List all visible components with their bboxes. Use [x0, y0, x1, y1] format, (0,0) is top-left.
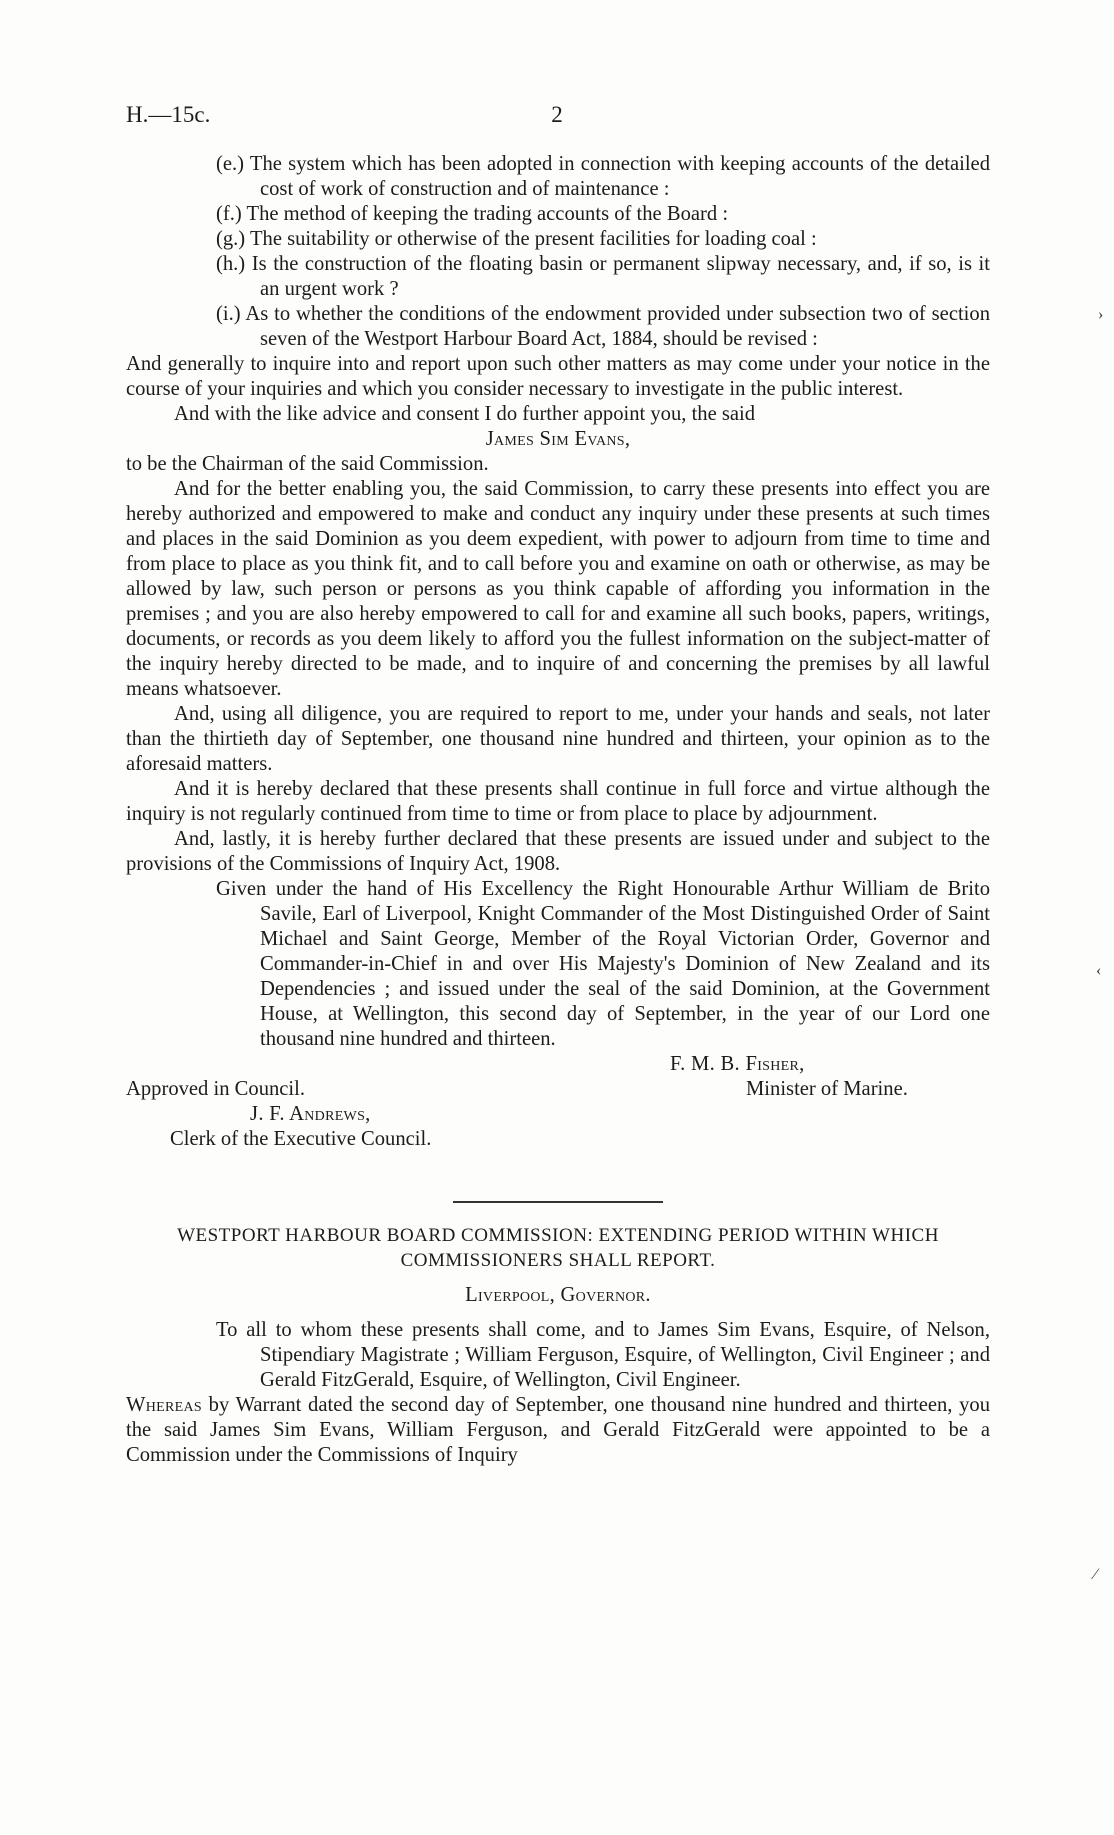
margin-mark-icon: ‹	[1096, 962, 1102, 979]
address-paragraph: To all to whom these presents shall come, and to James Sim Evans, Esquire, of Nelson, Stipendiary Magistrate ; William Ferguson, Esquire, of Wellington, Civil Engineer ; and Gerald FitzGerald, Esquire, of Wellington, Civil Engineer.	[216, 1319, 990, 1391]
section-divider	[453, 1201, 663, 1203]
minister-name: F. M. B. Fisher,	[670, 1053, 805, 1075]
paragraph-report: And, using all diligence, you are required to report to me, under your hands and seals, not later than the thirtieth day of September, one thousand nine hundred and thirteen, your opinion as to the aforesaid matters.	[126, 703, 990, 775]
list-item: (i.) As to whether the conditions of the endowment provided under subsection two of section seven of the Westport Harbour Board Act, 1884, should be revised :	[216, 303, 990, 350]
document-reference: H.—15c.	[126, 102, 211, 127]
paragraph-powers: And for the better enabling you, the said Commission, to carry these presents into effect you are hereby authorized and empowered to make and conduct any inquiry under these presents at such times and places in the said Dominion as you deem expedient, with power to adjourn from time to time and from place to place as you think fit, and to call before you and examine on oath or otherwise, as may be allowed by law, such person or persons as you think capable of affording you information in the premises ; and you are also hereby empowered to call for and examine all such books, papers, writings, documents, or records as you deem likely to afford you the fullest information on the subject-matter of the inquiry hereby directed to be made, and to inquire of and concerning the premises by all lawful means whatsoever.	[126, 478, 990, 700]
chairman-role: to be the Chairman of the said Commission.	[126, 453, 489, 475]
whereas-paragraph: Whereas by Warrant dated the second day of September, one thousand nine hundred and thirteen, you the said James Sim Evans, William Ferguson, and Gerald FitzGerald were appointed to be a Commission under the Commissions of Inquiry	[126, 1394, 990, 1466]
document-body	[126, 152, 990, 1468]
clerk-title: Clerk of the Executive Council.	[170, 1128, 432, 1150]
governor-line: Liverpool, Governor.	[465, 1284, 651, 1306]
signature-block	[126, 1052, 990, 1177]
inquiry-items-list	[126, 152, 990, 352]
list-item: (e.) The system which has been adopted in connection with keeping accounts of the detailed cost of work of construction and of maintenance :	[216, 153, 990, 200]
margin-mark-icon: ›	[1098, 306, 1104, 323]
clerk-name: J. F. Andrews,	[250, 1103, 371, 1125]
paragraph-generally: And generally to inquire into and report upon such other matters as may come under your notice in the course of your inquiries and which you consider necessary to investigate in the public interest.	[126, 353, 990, 400]
list-item: (g.) The suitability or otherwise of the present facilities for loading coal :	[216, 228, 817, 250]
paragraph-given: Given under the hand of His Excellency the Right Honourable Arthur William de Brito Savile, Earl of Liverpool, Knight Commander of the Most Distinguished Order of Saint Michael and Saint George, Member of the Royal Victorian Order, Governor and Commander-in-Chief in and over His Majesty's Dominion of New Zealand and its Dependencies ; and issued under the seal of the said Dominion, at the Government House, at Wellington, this second day of September, in the year of our Lord one thousand nine hundred and thirteen.	[216, 878, 990, 1050]
paragraph-appoint: And with the like advice and consent I do further appoint you, the said	[174, 403, 756, 425]
page-number: 2	[551, 102, 563, 127]
list-item: (h.) Is the construction of the floating basin or permanent slipway necessary, and, if so, is it an urgent work ?	[216, 253, 990, 300]
approved-in-council: Approved in Council.	[126, 1078, 306, 1100]
minister-title: Minister of Marine.	[746, 1078, 908, 1100]
section-heading: WESTPORT HARBOUR BOARD COMMISSION: EXTENDING PERIOD WITHIN WHICH COMMISSIONERS SHALL REPORT.	[177, 1225, 939, 1271]
list-item: (f.) The method of keeping the trading accounts of the Board :	[216, 203, 729, 225]
page-header	[126, 102, 988, 138]
paragraph-force: And it is hereby declared that these presents shall continue in full force and virtue although the inquiry is not regularly continued from time to time or from place to place by adjournment.	[126, 778, 990, 825]
chairman-name: James Sim Evans,	[485, 428, 631, 450]
margin-mark-icon: ⁄	[1094, 1566, 1097, 1583]
paragraph-lastly: And, lastly, it is hereby further declared that these presents are issued under and subject to the provisions of the Commissions of Inquiry Act, 1908.	[126, 828, 990, 875]
